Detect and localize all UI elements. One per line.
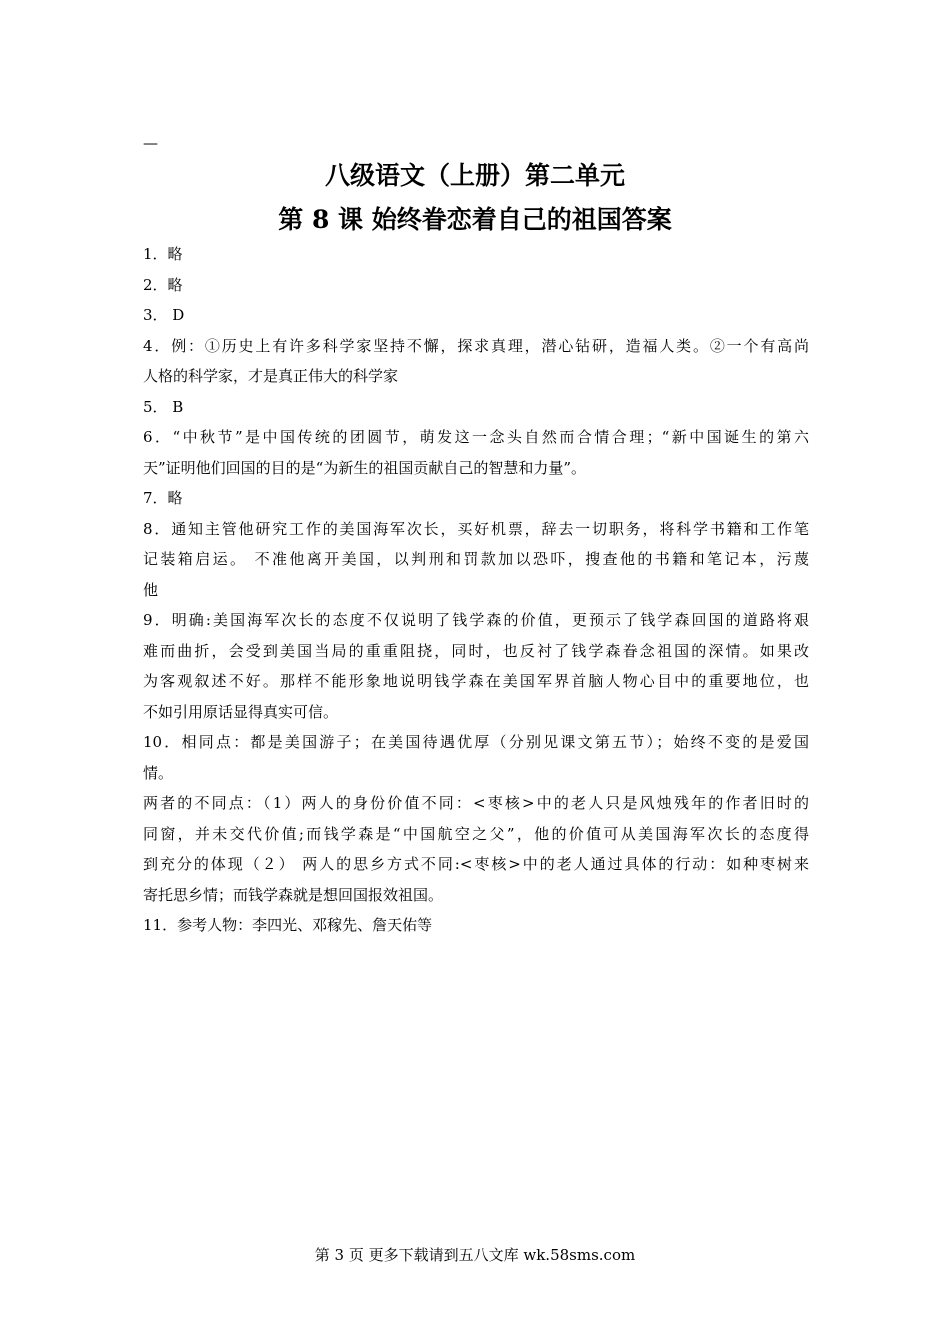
answer-line: 5． B xyxy=(143,397,184,416)
answer-line: 7．略 xyxy=(143,489,183,507)
answer-line: 记装箱启运。 不准他离开美国，以判刑和罚款加以恐吓，搜查他的书籍和笔记本，污蔑 xyxy=(143,550,809,568)
answer-line: 到充分的体现（２） 两人的思乡方式不同:<枣核>中的老人通过具体的行动：如种枣树来 xyxy=(143,855,809,873)
answer-line: 2．略 xyxy=(143,275,183,294)
answer-line: 8．通知主管他研究工作的美国海军次长，买好机票，辞去一切职务，将科学书籍和工作笔 xyxy=(143,519,809,538)
page-footer: 第 3 页 更多下载请到五八文库 wk.58sms.com xyxy=(314,1246,636,1264)
answer-line: 9．明确:美国海军次长的态度不仅说明了钱学森的价值，更预示了钱学森回国的道路将艰 xyxy=(143,611,809,629)
answer-line: 3． D xyxy=(143,306,185,324)
lesson-title: 第 8 课 始终眷恋着自己的祖国答案 xyxy=(278,205,672,234)
answer-line: 6．“中秋节”是中国传统的团圆节，萌发这一念头自然而合情合理；“新中国诞生的第六 xyxy=(143,428,809,446)
answer-line: 10．相同点：都是美国游子；在美国待遇优厚（分别见课文第五节）；始终不变的是爱国 xyxy=(143,733,809,751)
answer-line: 他 xyxy=(143,580,159,599)
answer-line: 4．例：①历史上有许多科学家坚持不懈，探求真理，潜心钻研，造福人类。②一个有高尚 xyxy=(143,336,809,355)
answer-line: 11．参考人物：李四光、邓稼先、詹天佑等 xyxy=(143,916,433,934)
answer-line: 不如引用原话显得真实可信。 xyxy=(143,702,339,721)
answer-line: 为客观叙述不好。那样不能形象地说明钱学森在美国军界首脑人物心目中的重要地位，也 xyxy=(143,672,809,690)
answer-line: 难而曲折，会受到美国当局的重重阻挠，同时，也反衬了钱学森眷念祖国的深情。如果改 xyxy=(143,641,809,660)
answer-line: 同窗，并未交代价值;而钱学森是“中国航空之父”，他的价值可从美国海军次长的态度得 xyxy=(143,824,809,843)
header-mark: — xyxy=(143,134,158,152)
answer-line: 寄托思乡情；而钱学森就是想回国报效祖国。 xyxy=(143,885,444,904)
answer-line: 1．略 xyxy=(143,245,183,263)
answer-line: 情。 xyxy=(143,763,174,782)
answer-line: 人格的科学家，才是真正伟大的科学家 xyxy=(143,367,399,385)
answer-list xyxy=(143,239,809,941)
answer-line: 天”证明他们回国的目的是“为新生的祖国贡献自己的智慧和力量”。 xyxy=(143,458,587,477)
document-title: 八级语文（上册）第二单元 xyxy=(324,161,625,190)
answer-line: 两者的不同点：（1）两人的身份价值不同：<枣核>中的老人只是风烛残年的作者旧时的 xyxy=(143,794,809,812)
